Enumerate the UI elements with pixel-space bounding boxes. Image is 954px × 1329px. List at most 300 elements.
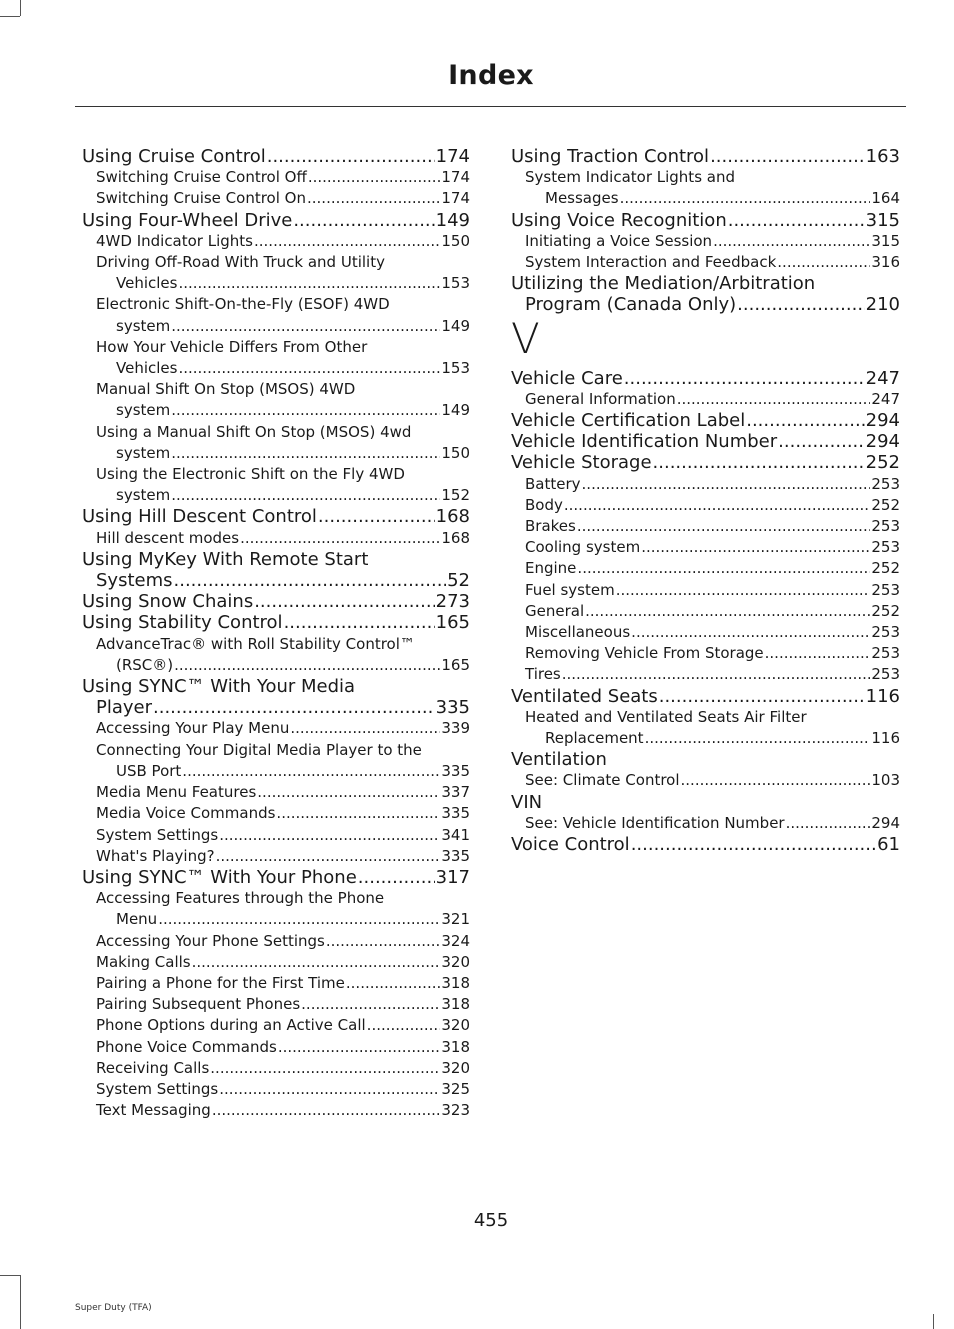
dot-leader [174, 570, 447, 591]
entry-page-number: 320 [441, 1016, 470, 1035]
index-subentry [511, 474, 900, 495]
index-subentry [82, 952, 470, 973]
entry-page-number: 253 [871, 665, 900, 684]
dot-leader [737, 294, 864, 315]
dot-leader [153, 697, 435, 718]
dot-leader [318, 506, 435, 527]
index-subentry [511, 707, 900, 749]
dot-leader [620, 188, 871, 209]
dot-leader [290, 718, 440, 739]
entry-row [511, 516, 900, 537]
entry-label: Phone Options during an Active Call [96, 1016, 366, 1035]
index-subentry [82, 188, 470, 209]
entry-label: Using SYNC™ With Your Phone [82, 866, 357, 888]
index-subentry [511, 537, 900, 558]
index-subentry [511, 516, 900, 537]
entry-row [511, 601, 900, 622]
entry-row [82, 803, 470, 824]
entry-label: What's Playing? [96, 846, 215, 865]
entry-row [511, 580, 900, 601]
index-entry [511, 410, 900, 431]
index-entry [82, 676, 470, 718]
entry-page-number: 337 [441, 783, 470, 802]
dot-leader [778, 431, 864, 452]
entry-first-line: Using the Electronic Shift on the Fly 4WD [96, 465, 405, 484]
entry-row [82, 591, 470, 612]
entry-label: Fuel system [525, 580, 615, 599]
index-subentry [82, 252, 470, 294]
dot-leader [171, 400, 440, 421]
entry-page-number: 150 [441, 231, 470, 250]
entry-page-number: 252 [871, 559, 900, 578]
index-entry [511, 834, 900, 855]
entry-page-number: 335 [435, 697, 470, 719]
dot-leader [267, 146, 435, 167]
index-subentry [511, 495, 900, 516]
index-entry [511, 431, 900, 452]
index-subentry [82, 931, 470, 952]
entry-label: Vehicles [116, 274, 178, 293]
entry-page-number: 253 [871, 580, 900, 599]
entry-page-number: 153 [441, 274, 470, 293]
entry-first-line: Driving Off-Road With Truck and Utility [96, 253, 385, 272]
dot-leader [631, 622, 870, 643]
dot-leader [677, 389, 871, 410]
index-subentry [511, 601, 900, 622]
entry-row [82, 994, 470, 1015]
crop-mark [0, 1275, 20, 1276]
entry-row [82, 210, 470, 231]
entry-page-number: 252 [871, 601, 900, 620]
entry-page-number: 168 [435, 506, 470, 528]
entry-label: system [116, 486, 171, 505]
dot-leader [681, 770, 871, 791]
entry-row [82, 400, 470, 421]
dot-leader [728, 210, 865, 231]
entry-row [511, 664, 900, 685]
entry-page-number: 116 [871, 729, 900, 748]
entry-label: Using Cruise Control [82, 146, 266, 167]
entry-label: System Settings [96, 1079, 219, 1098]
entry-label: system [116, 316, 171, 335]
index-subentry [511, 252, 900, 273]
index-subentry [82, 379, 470, 421]
dot-leader [216, 846, 441, 867]
entry-page-number: 315 [871, 231, 900, 250]
dot-leader [653, 452, 865, 473]
entry-label: Media Menu Features [96, 783, 257, 802]
dot-leader [182, 761, 440, 782]
entry-label: Phone Voice Commands [96, 1037, 277, 1056]
dot-leader [171, 316, 440, 337]
entry-first-line: Connecting Your Digital Media Player to the [96, 740, 422, 759]
entry-page-number: 318 [441, 973, 470, 992]
entry-page-number: 174 [441, 189, 470, 208]
entry-page-number: 210 [865, 294, 900, 316]
entry-page-number: 323 [441, 1101, 470, 1120]
index-subentry [82, 1015, 470, 1036]
entry-row [511, 474, 900, 495]
index-entry [511, 452, 900, 473]
index-subentry [511, 664, 900, 685]
index-subentry [82, 231, 470, 252]
entry-page-number: 174 [441, 168, 470, 187]
entry-row [511, 431, 900, 452]
crop-mark [933, 1314, 934, 1329]
entry-row [82, 316, 470, 337]
entry-label: Media Voice Commands [96, 804, 276, 823]
entry-row [511, 252, 900, 273]
entry-label: Switching Cruise Control Off [96, 168, 307, 187]
index-subentry [82, 888, 470, 930]
entry-page-number: 316 [871, 253, 900, 272]
index-entry [511, 210, 900, 231]
crop-mark [20, 1275, 21, 1329]
index-letter-heading: V [511, 313, 540, 363]
entry-first-line: Electronic Shift-On-the-Fly (ESOF) 4WD [96, 295, 390, 314]
index-subentry [82, 422, 470, 464]
entry-label: Vehicle Identification Number [511, 431, 778, 453]
index-entry [82, 506, 470, 527]
entry-page-number: 315 [865, 209, 900, 231]
index-subentry [82, 464, 470, 506]
entry-first-line: How Your Vehicle Differs From Other [96, 337, 368, 356]
index-subentry [82, 337, 470, 379]
entry-label: Systems [96, 570, 173, 592]
index-subentry [82, 803, 470, 824]
entry-label: See: Climate Control [525, 771, 680, 790]
dot-leader [631, 834, 876, 855]
crop-mark [20, 0, 21, 16]
entry-label: Body [525, 495, 563, 514]
dot-leader [240, 528, 440, 549]
entry-page-number: 318 [441, 1037, 470, 1056]
entry-row [511, 813, 900, 834]
entry-page-number: 165 [441, 655, 470, 674]
entry-page-number: 153 [441, 359, 470, 378]
index-entry [82, 867, 470, 888]
entry-row [82, 1037, 470, 1058]
entry-row [511, 495, 900, 516]
entry-row [82, 358, 470, 379]
entry-label: 4WD Indicator Lights [96, 231, 253, 250]
entry-row [82, 909, 470, 930]
entry-label: Text Messaging [96, 1101, 211, 1120]
entry-row [82, 867, 470, 888]
index-column-right [511, 146, 900, 855]
entry-label: Using Stability Control [82, 612, 283, 634]
index-column-left [82, 146, 470, 1121]
index-subentry [82, 167, 470, 188]
dot-leader [308, 167, 441, 188]
entry-row [82, 506, 470, 527]
entry-label: Accessing Your Play Menu [96, 719, 290, 738]
dot-leader [777, 252, 870, 273]
entry-label: Pairing Subsequent Phones [96, 995, 301, 1014]
entry-row [82, 825, 470, 846]
entry-page-number: 103 [871, 771, 900, 790]
dot-leader [641, 537, 870, 558]
entry-label: Battery [525, 474, 581, 493]
dot-leader [659, 686, 865, 707]
entry-row [511, 728, 900, 749]
dot-leader [276, 803, 440, 824]
entry-row [511, 210, 900, 231]
entry-page-number: 253 [871, 623, 900, 642]
entry-label: Vehicles [116, 359, 178, 378]
entry-label: Voice Control [511, 834, 630, 856]
dot-leader [577, 516, 871, 537]
index-subentry [82, 994, 470, 1015]
entry-page-number: 294 [865, 410, 900, 432]
entry-row [511, 389, 900, 410]
entry-page-number: 335 [441, 804, 470, 823]
entry-page-number: 149 [441, 401, 470, 420]
entry-first-line: Manual Shift On Stop (MSOS) 4WD [96, 380, 356, 399]
entry-page-number: 61 [877, 834, 900, 856]
entry-label: See: Vehicle Identification Number [525, 813, 785, 832]
dot-leader [326, 931, 440, 952]
dot-leader [219, 1079, 440, 1100]
dot-leader [293, 210, 434, 231]
index-subentry [82, 294, 470, 336]
page-title: Index [448, 60, 534, 91]
entry-label: Pairing a Phone for the First Time [96, 973, 345, 992]
dot-leader [254, 231, 440, 252]
dot-leader [284, 612, 435, 633]
entry-row [82, 146, 470, 167]
dot-leader [585, 601, 870, 622]
index-entry [511, 146, 900, 167]
entry-row [511, 537, 900, 558]
entry-row [82, 782, 470, 803]
entry-row [511, 643, 900, 664]
entry-page-number: 150 [441, 443, 470, 462]
entry-row [82, 973, 470, 994]
entry-row [82, 931, 470, 952]
footer-note: Super Duty (TFA) [75, 1303, 152, 1313]
entry-label: (RSC®) [116, 655, 174, 674]
entry-label: System Settings [96, 825, 219, 844]
dot-leader [301, 994, 440, 1015]
entry-page-number: 149 [441, 316, 470, 335]
dot-leader [358, 867, 435, 888]
entry-label: Messages [545, 189, 619, 208]
entry-row [511, 294, 900, 315]
dot-leader [346, 973, 440, 994]
entry-label: system [116, 443, 171, 462]
index-entry [82, 146, 470, 167]
index-subentry [82, 1100, 470, 1121]
dot-leader [178, 358, 440, 379]
index-entry-heading: Ventilation [511, 749, 607, 771]
entry-label: Vehicle Certification Label [511, 410, 746, 432]
dot-leader [624, 368, 865, 389]
entry-row [82, 846, 470, 867]
entry-first-line: System Indicator Lights and [525, 168, 735, 187]
dot-leader [210, 1058, 440, 1079]
index-subentry [511, 813, 900, 834]
dot-leader [562, 664, 871, 685]
entry-row [511, 410, 900, 431]
index-subentry [82, 718, 470, 739]
index-subentry [82, 825, 470, 846]
index-subentry [82, 740, 470, 782]
entry-row [82, 761, 470, 782]
entry-page-number: 294 [871, 813, 900, 832]
dot-leader [171, 443, 440, 464]
entry-label: System Interaction and Feedback [525, 253, 777, 272]
dot-leader [746, 410, 864, 431]
entry-row [511, 452, 900, 473]
entry-row [82, 1015, 470, 1036]
entry-row [82, 655, 470, 676]
dot-leader [577, 558, 870, 579]
entry-row [82, 570, 470, 591]
entry-row [511, 770, 900, 791]
title-divider [75, 106, 906, 107]
dot-leader [786, 813, 871, 834]
entry-page-number: 325 [441, 1079, 470, 1098]
index-subentry [511, 389, 900, 410]
entry-page-number: 324 [441, 931, 470, 950]
entry-label: Vehicle Storage [511, 452, 652, 474]
entry-row [82, 273, 470, 294]
entry-page-number: 320 [441, 1058, 470, 1077]
entry-page-number: 341 [441, 825, 470, 844]
entry-page-number: 273 [435, 591, 470, 613]
entry-label: Using Four-Wheel Drive [82, 209, 293, 231]
entry-page-number: 252 [865, 452, 900, 474]
entry-row [82, 443, 470, 464]
entry-first-line: Heated and Ventilated Seats Air Filter [525, 707, 807, 726]
entry-label: Receiving Calls [96, 1058, 210, 1077]
entry-label: Miscellaneous [525, 623, 631, 642]
entry-page-number: 116 [865, 685, 900, 707]
dot-leader [219, 825, 440, 846]
entry-label: USB Port [116, 761, 182, 780]
index-entry [511, 273, 900, 315]
entry-label: Engine [525, 559, 577, 578]
dot-leader [307, 188, 440, 209]
dot-leader [645, 728, 871, 749]
entry-row [511, 231, 900, 252]
dot-leader [713, 231, 870, 252]
entry-page-number: 174 [435, 146, 470, 167]
entry-first-line: Using SYNC™ With Your Media [82, 676, 356, 698]
dot-leader [278, 1037, 441, 1058]
dot-leader [367, 1015, 441, 1036]
entry-row [82, 485, 470, 506]
index-entry [82, 549, 470, 591]
entry-page-number: 149 [435, 209, 470, 231]
entry-label: Using Hill Descent Control [82, 506, 317, 528]
entry-first-line: Using MyKey With Remote Start [82, 548, 369, 570]
index-subentry [82, 973, 470, 994]
dot-leader [171, 485, 440, 506]
entry-label: Using Voice Recognition [511, 209, 727, 231]
entry-label: Player [96, 697, 153, 719]
entry-label: Using Traction Control [511, 146, 710, 167]
entry-page-number: 321 [441, 910, 470, 929]
entry-label: Accessing Your Phone Settings [96, 931, 325, 950]
index-subentry [511, 770, 900, 791]
entry-label: Making Calls [96, 952, 191, 971]
entry-label: General [525, 601, 585, 620]
entry-label: system [116, 401, 171, 420]
entry-page-number: 335 [441, 846, 470, 865]
index-subentry [82, 1037, 470, 1058]
entry-first-line: Accessing Features through the Phone [96, 889, 385, 908]
index-subentry [82, 528, 470, 549]
entry-label: Program (Canada Only) [525, 294, 737, 316]
entry-label: Menu [116, 910, 158, 929]
index-entry-heading: VIN [511, 791, 543, 813]
entry-row [511, 686, 900, 707]
entry-page-number: 164 [871, 189, 900, 208]
entry-row [82, 188, 470, 209]
entry-row [82, 1100, 470, 1121]
entry-page-number: 320 [441, 952, 470, 971]
entry-label: Tires [525, 665, 561, 684]
entry-row [82, 167, 470, 188]
index-subentry [82, 634, 470, 676]
entry-label: Replacement [545, 729, 644, 748]
index-entry [511, 686, 900, 707]
entry-label: General Information [525, 389, 676, 408]
entry-label: Cooling system [525, 538, 641, 557]
dot-leader [765, 643, 871, 664]
entry-row [82, 528, 470, 549]
index-subentry [511, 643, 900, 664]
entry-label: Hill descent modes [96, 528, 240, 547]
entry-page-number: 253 [871, 474, 900, 493]
entry-page-number: 253 [871, 538, 900, 557]
entry-row [511, 368, 900, 389]
entry-row [82, 612, 470, 633]
entry-row [82, 697, 470, 718]
entry-row [82, 718, 470, 739]
entry-row [511, 622, 900, 643]
index-entry [511, 368, 900, 389]
dot-leader [564, 495, 870, 516]
entry-page-number: 165 [435, 612, 470, 634]
entry-row [82, 231, 470, 252]
entry-page-number: 52 [447, 570, 470, 592]
dot-leader [178, 273, 440, 294]
dot-leader [710, 146, 865, 167]
index-entry [82, 612, 470, 633]
entry-label: Removing Vehicle From Storage [525, 644, 764, 663]
entry-page-number: 252 [871, 495, 900, 514]
entry-row [511, 558, 900, 579]
entry-label: Using Snow Chains [82, 591, 254, 613]
index-subentry [511, 622, 900, 643]
dot-leader [254, 591, 434, 612]
dot-leader [192, 952, 441, 973]
index-subentry [82, 846, 470, 867]
page-number: 455 [473, 1210, 509, 1231]
entry-first-line: AdvanceTrac® with Roll Stability Control™ [96, 634, 415, 653]
dot-leader [174, 655, 440, 676]
entry-label: Vehicle Care [511, 367, 623, 389]
index-subentry [511, 558, 900, 579]
entry-page-number: 318 [441, 995, 470, 1014]
entry-row [82, 1058, 470, 1079]
entry-first-line: Utilizing the Mediation/Arbitration [511, 273, 816, 295]
entry-page-number: 247 [865, 367, 900, 389]
entry-page-number: 163 [865, 146, 900, 167]
